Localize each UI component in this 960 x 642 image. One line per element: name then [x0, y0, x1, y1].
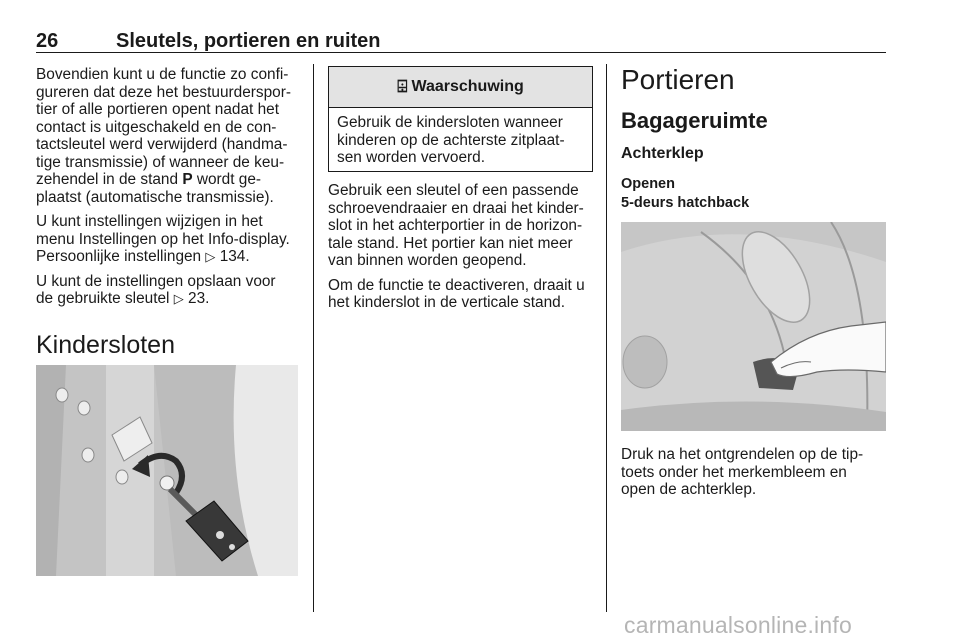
tailgate-hand-icon [621, 222, 886, 431]
warning-title: Waarschuwing [411, 78, 524, 95]
paragraph-settings-menu: U kunt instellingen wijzigen in het menu Instellingen op het Info-display. Persoonlijke instellingen ▷ 134. [36, 213, 290, 265]
column-divider-left [313, 64, 314, 612]
column-1-text [36, 66, 298, 315]
page-ref-arrow-icon: ▷ [173, 291, 184, 306]
page-ref-link[interactable]: 23. [188, 290, 210, 307]
warning-icon: ⌹ [397, 77, 408, 96]
paragraph-function-config: Bovendien kunt u de functie zo confi- gureren dat deze het bestuurderspor- tier of alle portieren opent nadat het contact is uitgeschakeld en de con- tactsleutel werd verwijderd (handma- tige transmissie) of wanneer de keu- zehendel in de stand P wordt ge- plaatst (automatische transmissie). [36, 66, 291, 206]
paragraph-child-lock-deactivate: Om de functie te deactiveren, draait u het kinderslot in de verticale stand. [328, 276, 585, 311]
heading-achterklep: Achterklep [621, 145, 704, 162]
page-header [36, 30, 886, 52]
column-divider-right [606, 64, 607, 612]
tailgate-illustration [621, 222, 886, 431]
heading-openen: Openen [621, 176, 675, 192]
paragraph-save-settings: U kunt de instellingen opslaan voor de gebruikte sleutel ▷ 23. [36, 272, 276, 307]
heading-kindersloten: Kindersloten [36, 331, 175, 359]
warning-body: Gebruik de kindersloten wanneer kinderen op de achterste zitplaat- sen worden vervoerd. [337, 114, 565, 166]
child-lock-illustration [36, 365, 298, 576]
heading-portieren: Portieren [621, 64, 735, 95]
header-rule [36, 52, 886, 53]
heading-bagageruimte: Bagageruimte [621, 108, 768, 133]
page-number: 26 [36, 30, 59, 52]
child-lock-key-icon [36, 365, 298, 576]
paragraph-child-lock-use: Gebruik een sleutel of een passende schroevendraaier en draai het kinder- slot in het achterportier in de horizon- tale stand. Het portier kan niet meer van binnen worden geopend. [328, 182, 584, 269]
page-ref-arrow-icon: ▷ [205, 249, 216, 264]
gear-position-p: P [182, 171, 193, 188]
warning-box [328, 66, 593, 172]
chapter-title: Sleutels, portieren en ruiten [116, 30, 381, 52]
warning-header [329, 67, 592, 108]
paragraph-open-tailgate: Druk na het ontgrendelen op de tip- toets onder het merkembleem en open de achterklep. [621, 446, 864, 498]
column-2-text [328, 182, 593, 319]
watermark: carmanualsonline.info [624, 612, 852, 638]
heading-hatchback: 5-deurs hatchback [621, 195, 750, 211]
column-3-text [621, 446, 886, 506]
page-ref-link[interactable]: 134. [219, 248, 250, 265]
